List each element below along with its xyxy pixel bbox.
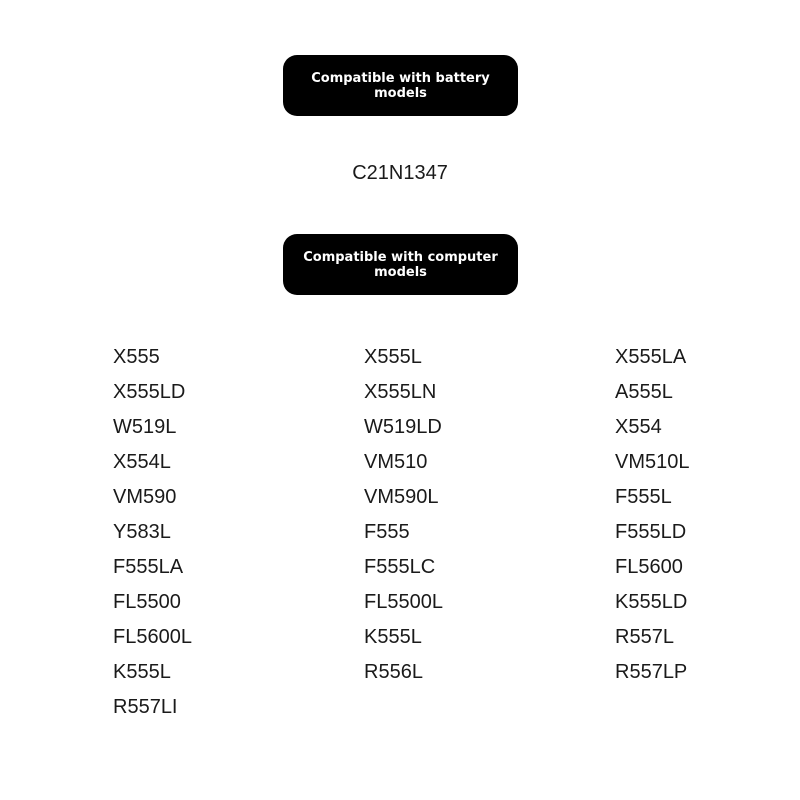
computer-model-item: W519LD [364, 416, 442, 438]
computer-model-item: X555 [113, 346, 160, 368]
computer-model-item: X554 [615, 416, 662, 438]
computer-models-column-2 [364, 342, 443, 692]
computer-model-item: R557LI [113, 696, 178, 718]
computer-models-column-1 [113, 342, 192, 727]
computer-model-item: A555L [615, 381, 673, 403]
computer-model-item: VM590 [113, 486, 177, 508]
battery-models-heading [283, 55, 518, 116]
computer-model-item: R557L [615, 626, 674, 648]
computer-model-item: K555L [113, 661, 171, 683]
computer-model-item: VM590L [364, 486, 439, 508]
computer-model-item: FL5500L [364, 591, 443, 613]
computer-model-item: X555LN [364, 381, 437, 403]
battery-models-heading-text: Compatible with battery models [311, 70, 490, 101]
computer-models-heading [283, 234, 518, 295]
computer-models-column-3 [615, 342, 690, 692]
computer-model-item: F555 [364, 521, 410, 543]
computer-model-item: X555L [364, 346, 422, 368]
battery-model-value: C21N1347 [352, 162, 448, 184]
computer-model-item: FL5500 [113, 591, 181, 613]
computer-model-item: X555LA [615, 346, 687, 368]
computer-model-item: K555LD [615, 591, 688, 613]
computer-models-heading-text: Compatible with computer models [303, 249, 498, 280]
computer-model-item: F555LA [113, 556, 184, 578]
computer-model-item: F555LC [364, 556, 436, 578]
computer-model-item: K555L [364, 626, 422, 648]
computer-model-item: F555L [615, 486, 672, 508]
computer-model-item: W519L [113, 416, 177, 438]
computer-model-item: F555LD [615, 521, 687, 543]
computer-model-item: X555LD [113, 381, 186, 403]
computer-model-item: R557LP [615, 661, 688, 683]
computer-model-item: R556L [364, 661, 423, 683]
computer-model-item: Y583L [113, 521, 171, 543]
computer-model-item: X554L [113, 451, 171, 473]
computer-model-item: VM510L [615, 451, 690, 473]
computer-model-item: VM510 [364, 451, 428, 473]
computer-model-item: FL5600 [615, 556, 683, 578]
computer-model-item: FL5600L [113, 626, 192, 648]
